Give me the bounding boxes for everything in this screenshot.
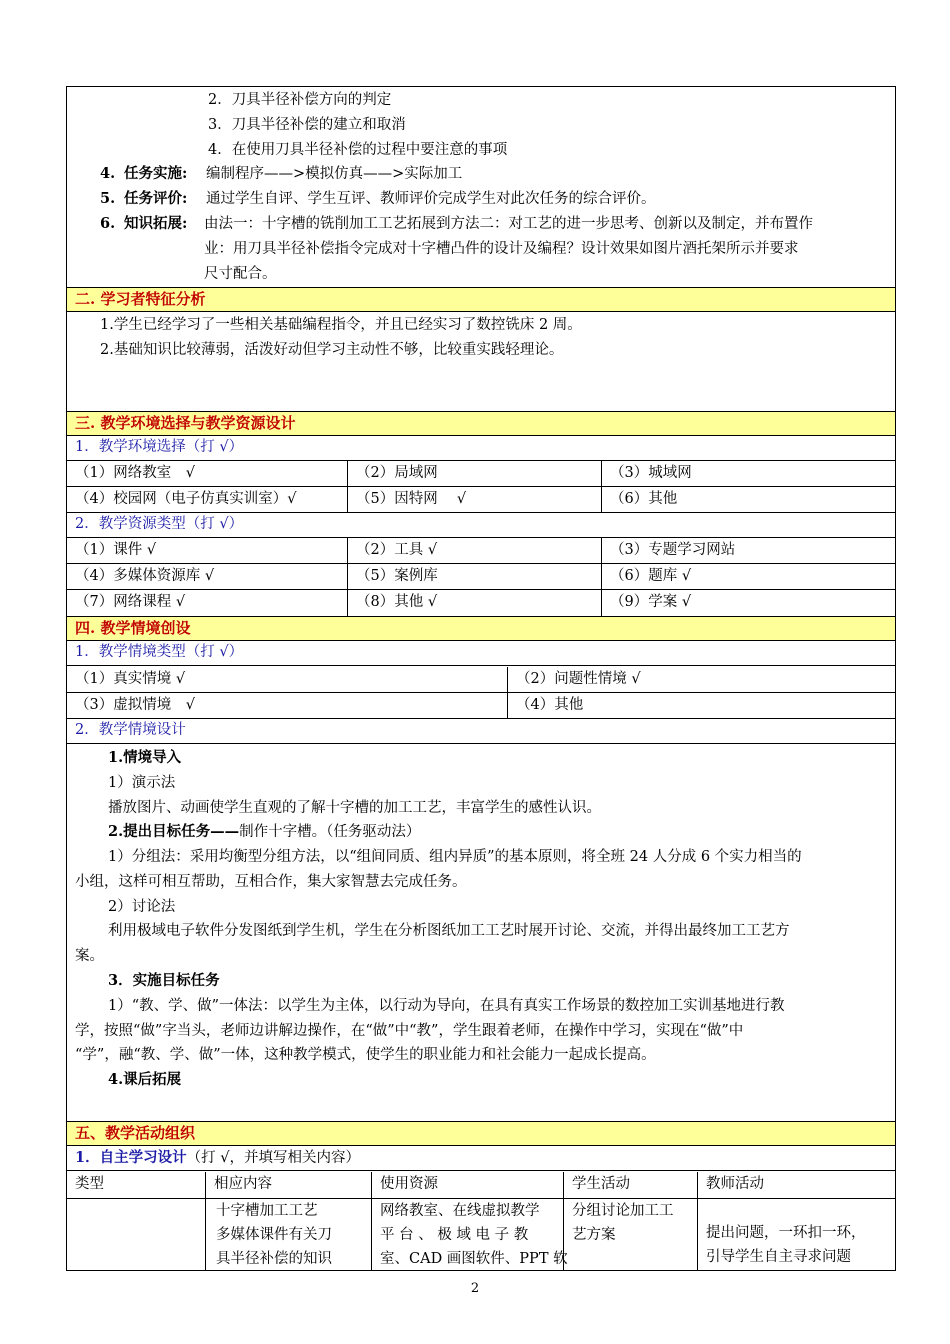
- subheader-number: 1．: [75, 1149, 100, 1166]
- subheader-resource: 2．教学资源类型（打 √）: [67, 513, 895, 538]
- section-header-activity: 五、教学活动组织: [67, 1121, 895, 1146]
- table-header-cell: 类型: [75, 1176, 104, 1192]
- table-cell: （2）工具 √: [347, 538, 601, 563]
- table-cell: （2）问题性情境 √: [507, 667, 895, 692]
- table-header-cell: 使用资源: [380, 1176, 438, 1192]
- task-label: 任务实施:: [124, 165, 188, 182]
- paragraph: 学，按照“做”字当头，老师边讲解边操作，在“做”中“教”，学生跟着老师，在操作中学习，实现在“做”中: [75, 1023, 744, 1039]
- table-row: [67, 590, 895, 616]
- intro-line: 3．刀具半径补偿的建立和取消: [208, 117, 406, 133]
- task-text: 编制程序——>模拟仿真——>实际加工: [206, 166, 463, 182]
- table-cell: （9）学案 √: [601, 590, 895, 616]
- table-cell: （1）网络教室 √: [75, 465, 195, 481]
- table-cell: （4）多媒体资源库 √: [75, 568, 215, 584]
- subheader-label: 自主学习设计: [99, 1149, 187, 1166]
- subheading: 1.情境导入: [108, 749, 182, 766]
- table-row: [67, 667, 895, 693]
- table-column: [205, 1172, 371, 1270]
- table-cell: （8）其他 √: [347, 590, 601, 616]
- paragraph: 1.学生已经学习了一些相关基础编程指令，并且已经实习了数控铣床 2 周。: [100, 317, 582, 333]
- table-cell: （1）真实情境 √: [75, 671, 186, 687]
- table-cell: 引导学生自主寻求问题: [706, 1249, 851, 1265]
- table-cell: （2）局域网: [347, 461, 601, 486]
- table-cell: 网络教室、在线虚拟教学: [380, 1203, 540, 1219]
- page-number: 2: [470, 1281, 480, 1296]
- table-column: [563, 1172, 697, 1270]
- paragraph: 利用极域电子软件分发图纸到学生机，学生在分析图纸加工工艺时展开讨论、交流，并得出最终加工工艺方: [108, 923, 790, 939]
- task-number: 5.: [100, 190, 116, 207]
- table-cell: （6）题库 √: [601, 564, 895, 589]
- table-row: [67, 461, 895, 487]
- table-header-cell: 相应内容: [214, 1176, 272, 1192]
- table-column: [371, 1172, 568, 1270]
- paragraph: 1）“教、学、做”一体法：以学生为主体，以行动为导向，在具有真实工作场景的数控加工实训基地进行教: [108, 998, 785, 1014]
- table-cell: （4）校园网（电子仿真实训室）√: [75, 491, 297, 507]
- table-column: [67, 1172, 205, 1270]
- subheader-rest: （打 √，并填写相关内容）: [186, 1150, 360, 1166]
- table-cell: （3）城域网: [601, 461, 895, 486]
- subheader-situation-design: 2．教学情境设计: [67, 719, 895, 744]
- table-cell: 室、CAD 画图软件、PPT 软: [380, 1251, 568, 1267]
- paragraph: 播放图片、动画使学生直观的了解十字槽的加工工艺，丰富学生的感性认识。: [108, 800, 601, 816]
- paragraph: 2）讨论法: [108, 899, 176, 915]
- table-cell: （3）虚拟情境 √: [75, 697, 195, 713]
- task-text: 业：用刀具半径补偿指令完成对十字槽凸件的设计及编程？设计效果如图片酒托架所示并要求: [204, 241, 799, 257]
- paragraph: 1）分组法：采用均衡型分组方法，以“组间同质、组内异质”的基本原则，将全班 24 人分成 6 个实力相当的: [108, 849, 802, 865]
- subheading-bold: 2.提出目标任务——: [108, 823, 240, 840]
- subheading: 3．实施目标任务: [108, 972, 220, 989]
- section-header-situation: 四. 教学情境创设: [67, 616, 895, 641]
- paragraph: 案。: [75, 948, 104, 964]
- table-row: [67, 538, 895, 564]
- activity-table: [67, 1172, 895, 1270]
- section-header-learner: 二. 学习者特征分析: [67, 287, 895, 312]
- table-cell: （1）课件 √: [75, 542, 157, 558]
- table-cell: （6）其他: [601, 487, 895, 512]
- table-header-cell: 教师活动: [706, 1176, 764, 1192]
- paragraph: 1）演示法: [108, 775, 176, 791]
- table-cell: 艺方案: [572, 1227, 616, 1243]
- task-text: 尺寸配合。: [204, 266, 277, 282]
- table-cell: （7）网络课程 √: [75, 594, 186, 610]
- document-frame: [66, 86, 896, 1271]
- table-cell: （5）案例库: [347, 564, 601, 589]
- task-number: 4.: [100, 165, 116, 182]
- intro-line: 2．刀具半径补偿方向的判定: [208, 92, 392, 108]
- subheader-situation-type: 1．教学情境类型（打 √）: [67, 641, 895, 666]
- table-cell: 十字槽加工工艺: [216, 1203, 318, 1219]
- table-cell: 多媒体课件有关刀: [216, 1227, 332, 1243]
- table-row: [67, 564, 895, 590]
- subheader-self-study: [67, 1146, 895, 1171]
- table-cell: 具半径补偿的知识: [216, 1251, 332, 1267]
- table-cell: （4）其他: [507, 693, 895, 718]
- subheading: [108, 823, 420, 841]
- table-cell: （5）因特网 √: [347, 487, 601, 512]
- section-header-environment: 三. 教学环境选择与教学资源设计: [67, 411, 895, 436]
- paragraph: “学”，融“教、学、做”一体，这种教学模式，使学生的职业能力和社会能力一起成长提高。: [75, 1047, 656, 1063]
- task-label: 任务评价:: [124, 190, 188, 207]
- subheading-rest: 制作十字槽。（任务驱动法）: [239, 824, 421, 840]
- subheading: 4.课后拓展: [108, 1071, 182, 1088]
- table-header-cell: 学生活动: [572, 1176, 630, 1192]
- table-column: [697, 1172, 895, 1270]
- subheader-env: 1．教学环境选择（打 √）: [67, 436, 895, 461]
- paragraph: 2.基础知识比较薄弱，活泼好动但学习主动性不够，比较重实践轻理论。: [100, 342, 564, 358]
- task-label: 知识拓展:: [124, 215, 188, 232]
- table-row: [67, 693, 895, 719]
- table-cell: 提出问题，一环扣一环，: [706, 1225, 866, 1241]
- task-text: 由法一：十字槽的铣削加工工艺拓展到方法二：对工艺的进一步思考、创新以及制定，并布置作: [204, 216, 813, 232]
- table-cell: 平 台 、 极 域 电 子 教: [380, 1227, 529, 1243]
- table-cell: （3）专题学习网站: [601, 538, 895, 563]
- paragraph: 小组，这样可相互帮助，互相合作，集大家智慧去完成任务。: [75, 874, 467, 890]
- intro-line: 4．在使用刀具半径补偿的过程中要注意的事项: [208, 142, 508, 158]
- task-number: 6.: [100, 215, 116, 232]
- table-row: [67, 487, 895, 513]
- table-cell: 分组讨论加工工: [572, 1203, 674, 1219]
- task-text: 通过学生自评、学生互评、教师评价完成学生对此次任务的综合评价。: [206, 191, 656, 207]
